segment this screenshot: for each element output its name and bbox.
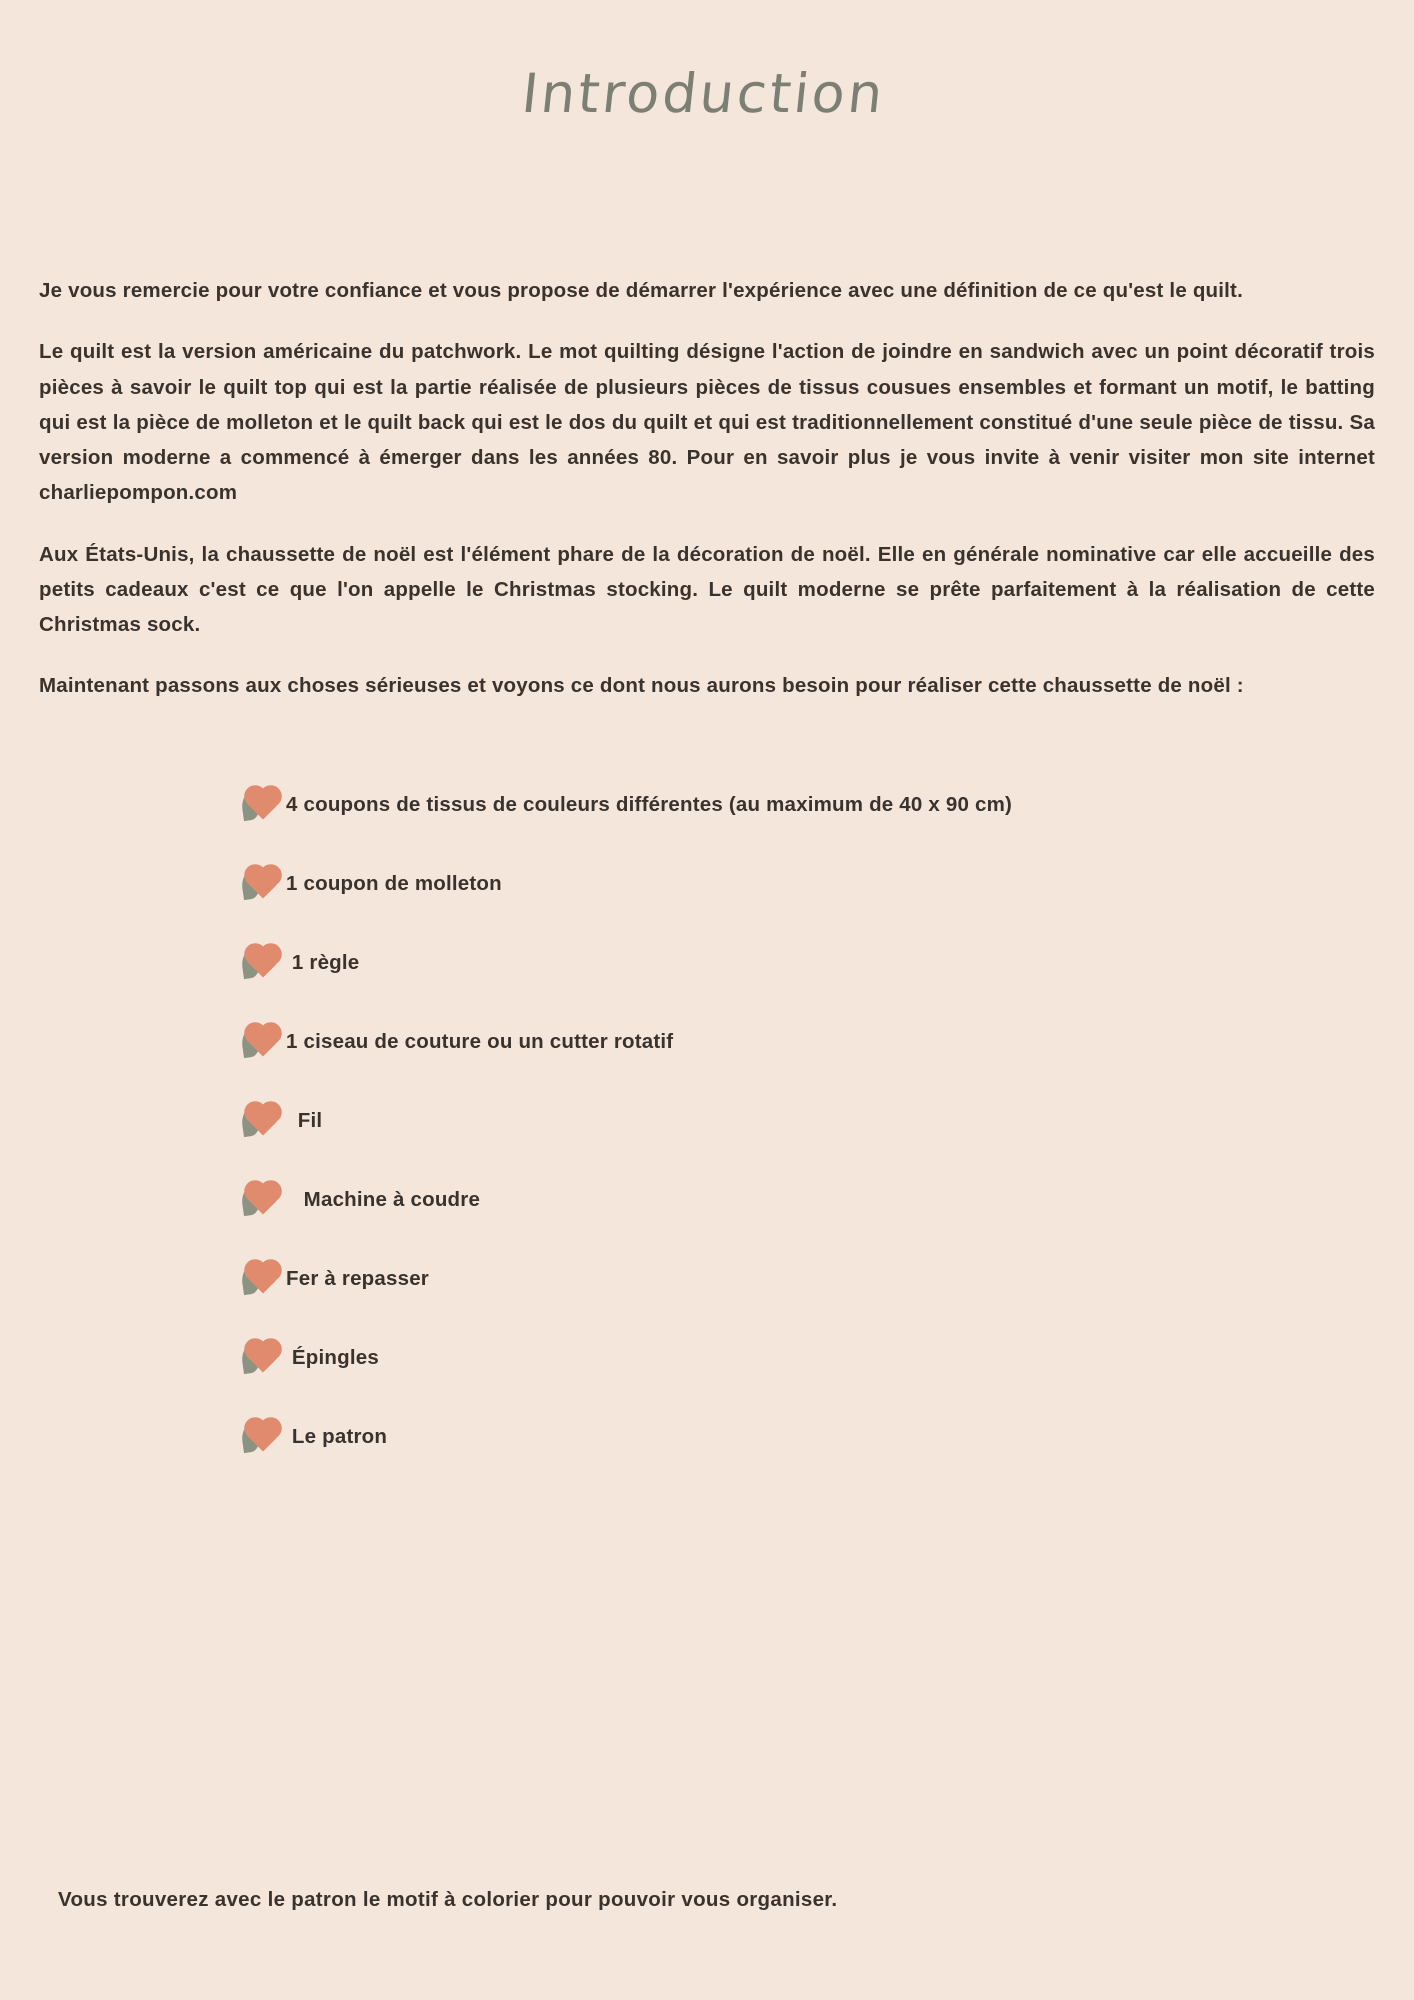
footer-note: Vous trouverez avec le patron le motif à colorier pour pouvoir vous organiser. [58, 1888, 838, 1911]
list-item-label: 4 coupons de tissus de couleurs différentes (au maximum de 40 x 90 cm) [286, 793, 1013, 816]
heart-leaf-icon [242, 946, 276, 980]
intro-body [36, 273, 1378, 704]
list-item [36, 924, 1378, 1003]
heart-leaf-icon [242, 1104, 276, 1138]
list-item [36, 1161, 1378, 1240]
heart-leaf-icon [242, 1262, 276, 1296]
paragraph-block [36, 273, 1378, 704]
list-item-label: Fil [286, 1109, 323, 1132]
list-item [36, 1003, 1378, 1082]
list-item-label: Machine à coudre [286, 1188, 481, 1211]
heart-leaf-icon [242, 1341, 276, 1375]
heart-leaf-icon [242, 1183, 276, 1217]
list-item-label: 1 coupon de molleton [286, 872, 502, 895]
list-item [36, 845, 1378, 924]
heart-leaf-icon [242, 1420, 276, 1454]
list-item-label: 1 règle [286, 951, 360, 974]
heart-leaf-icon [242, 1025, 276, 1059]
paragraph-4: Maintenant passons aux choses sérieuses et voyons ce dont nous aurons besoin pour réaliser cette chaussette de noël : [39, 674, 1244, 698]
list-item [36, 1398, 1378, 1477]
paragraph-3: Aux États-Unis, la chaussette de noël est l'élément phare de la décoration de noël. Elle en générale nominative car elle accueille des petits cadeaux c'est ce que l'on appelle le Christmas stocking. Le quilt moderne se prête parfaitement à la réalisation de cette Christmas sock. [39, 542, 1375, 636]
heart-leaf-icon [242, 788, 276, 822]
page-title: Introduction [518, 62, 889, 125]
paragraph-1: Je vous remercie pour votre confiance et vous propose de démarrer l'expérience avec une définition de ce qu'est le quilt. [39, 279, 1243, 302]
list-item [36, 1240, 1378, 1319]
heart-leaf-icon [242, 867, 276, 901]
paragraph-2: Le quilt est la version américaine du patchwork. Le mot quilting désigne l'action de joindre en sandwich avec un point décoratif trois pièces à savoir le quilt top qui est la partie réalisée de plusieurs pièces de tissus cousues ensembles et formant un motif, le batting qui est la pièce de molleton et le quilt back qui est le dos du quilt et qui est traditionnellement constitué d'une seule pièce de tissu. Sa version moderne a commencé à émerger dans les années 80. Pour en savoir plus je vous invite à venir visiter mon site internet charliepompon.com [39, 340, 1375, 505]
list-item-label: 1 ciseau de couture ou un cutter rotatif [286, 1030, 674, 1053]
list-item [36, 766, 1378, 845]
supplies-list [36, 766, 1378, 1477]
list-item [36, 1319, 1378, 1398]
list-item-label: Le patron [286, 1425, 388, 1448]
list-item-label: Fer à repasser [286, 1267, 429, 1290]
list-item-label: Épingles [286, 1346, 379, 1369]
list-item [36, 1082, 1378, 1161]
